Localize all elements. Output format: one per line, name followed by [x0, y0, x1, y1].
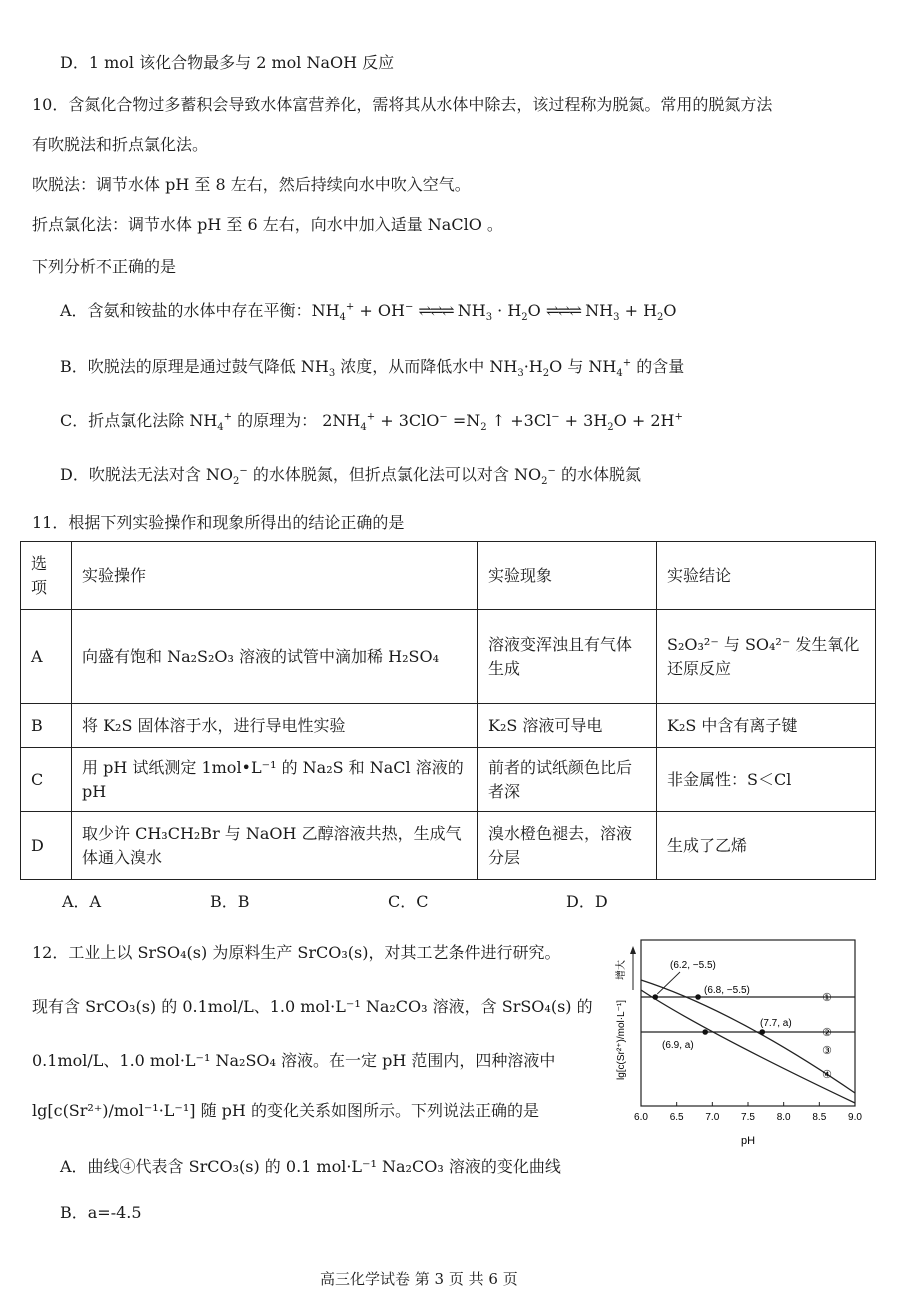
x-tick-label: 6.5 — [669, 1112, 684, 1123]
q10-option-c-text1: C．折点氯化法除 NH — [60, 411, 218, 430]
header-phenomenon: 实验现象 — [478, 542, 657, 610]
table-header-row — [21, 542, 876, 610]
q10-method-blowoff: 吹脱法：调节水体 pH 至 8 左右，然后持续向水中吹入空气。 — [32, 175, 471, 194]
page-footer: 高三化学试卷 第 3 页 共 6 页 — [320, 1270, 518, 1288]
row-option: D — [21, 812, 72, 880]
x-tick-group — [634, 1102, 862, 1123]
point-annotation: (7.7, a) — [760, 1018, 792, 1029]
q10-option-c-equation: $2NH_4^+ + 3ClO^- =N_2$ ↑ $+3Cl^- + 3H_2O + 2H^+$ — [322, 411, 683, 434]
data-point — [695, 994, 701, 1000]
data-point — [759, 1029, 765, 1035]
point-annotation: (6.9, a) — [662, 1040, 694, 1051]
q10-option-d: D．吹脱法无法对含 $NO_2^-$ 的水体脱氮，但折点氯化法可以对含 $NO_2^-$ 的水体脱氮 — [60, 465, 641, 488]
q10-option-c-text2: 的原理为： — [232, 411, 318, 430]
x-axis-label: pH — [740, 1135, 756, 1147]
x-tick-label: 7.0 — [705, 1112, 720, 1123]
row-phenomenon: 前者的试纸颜色比后者深 — [478, 748, 657, 812]
table-row — [21, 748, 876, 812]
q12-option-b: B．a=-4.5 — [60, 1203, 142, 1222]
q11-choice-d: D．D — [566, 892, 608, 911]
table-row — [21, 610, 876, 704]
q10-option-d-text2: 的水体脱氮，但折点氯化法可以对含 NO — [247, 465, 542, 484]
data-point — [652, 994, 658, 1000]
curve-label: ③ — [822, 1045, 832, 1057]
y-axis-arrow-label: 增大 — [616, 960, 627, 980]
row-conclusion: S₂O₃²⁻ 与 SO₄²⁻ 发生氧化还原反应 — [657, 610, 876, 704]
table-row — [21, 704, 876, 748]
row-operation: 用 pH 试纸测定 1mol•L⁻¹ 的 Na₂S 和 NaCl 溶液的 pH — [72, 748, 478, 812]
q9-option-d: D．1 mol 该化合物最多与 2 mol NaOH 反应 — [60, 53, 395, 72]
row-conclusion: 生成了乙烯 — [657, 812, 876, 880]
q12-line4-text: 随 pH 的变化关系如图所示。下列说法正确的是 — [195, 1101, 539, 1120]
q10-option-b-text1: B．吹脱法的原理是通过鼓气降低 NH — [60, 357, 329, 376]
row-option: C — [21, 748, 72, 812]
x-tick-label: 8.5 — [812, 1112, 827, 1123]
q10-option-b: B．吹脱法的原理是通过鼓气降低 $NH_3$ 浓度，从而降低水中 $NH_3\cdot H_2O$ 与 $NH_4^+$ 的含量 — [60, 357, 685, 380]
curve-label: ① — [822, 992, 832, 1004]
q10-option-a — [60, 300, 677, 322]
q12-expression: lg[c(Sr²⁺)/mol⁻¹·L⁻¹] — [32, 1101, 196, 1120]
y-axis-arrowhead — [630, 946, 636, 954]
x-tick-label: 6.0 — [634, 1112, 648, 1123]
q10-option-b-text4: 的含量 — [631, 357, 685, 376]
q10-method-chlorination: 折点氯化法：调节水体 pH 至 6 左右，向水中加入适量 NaClO 。 — [32, 215, 503, 234]
q12-line2: 现有含 SrCO₃(s) 的 0.1mol/L、1.0 mol·L⁻¹ Na₂CO₃ 溶液，含 SrSO₄(s) 的 — [32, 997, 593, 1016]
q10-option-b-text3: 与 NH — [562, 357, 617, 376]
q10-option-c: C．折点氯化法除 $NH_4^+$ 的原理为： $2NH_4^+ + 3ClO^- =N_2$ ↑ $+3Cl^- + 3H_2O + 2H^+$ — [60, 411, 683, 434]
q10-stem-line1: 10．含氮化合物过多蓄积会导致水体富营养化，需将其从水体中除去，该过程称为脱氮。常用的脱氮方法 — [32, 95, 773, 114]
x-tick-label: 8.0 — [776, 1112, 791, 1123]
row-operation: 向盛有饱和 Na₂S₂O₃ 溶液的试管中滴加稀 H₂SO₄ — [72, 610, 478, 704]
row-option: B — [21, 704, 72, 748]
x-tick-label: 9.0 — [848, 1112, 862, 1123]
curve-label: ④ — [822, 1069, 832, 1081]
point-annotation: (6.2, −5.5) — [670, 960, 716, 971]
row-conclusion: 非金属性：S＜Cl — [657, 748, 876, 812]
header-conclusion: 实验结论 — [657, 542, 876, 610]
row-conclusion: K₂S 中含有离子键 — [657, 704, 876, 748]
q10-option-d-text1: D．吹脱法无法对含 NO — [60, 465, 234, 484]
curve-label: ② — [822, 1027, 832, 1039]
q11-choice-b: B．B — [210, 892, 250, 911]
point-annotation: (6.8, −5.5) — [704, 985, 750, 996]
row-phenomenon: K₂S 溶液可导电 — [478, 704, 657, 748]
header-operation: 实验操作 — [72, 542, 478, 610]
annotation-group — [652, 960, 832, 1081]
row-operation: 将 K₂S 固体溶于水，进行导电性实验 — [72, 704, 478, 748]
q12-chart — [600, 930, 870, 1150]
q11-choice-a: A．A — [62, 892, 102, 911]
q10-option-a-equation: $NH_4^+ + OH^-$ ⇌⇌⇌ $NH_3 \cdot H_2O$ ⇌⇌⇌ $NH_3 + H_2O$ — [311, 301, 677, 324]
q10-question: 下列分析不正确的是 — [32, 257, 177, 276]
table-row — [21, 812, 876, 880]
y-axis-label: lg[c(Sr²⁺)/mol·L⁻¹] — [616, 1000, 627, 1080]
q11-stem: 11．根据下列实验操作和现象所得出的结论正确的是 — [32, 513, 405, 532]
header-option: 选项 — [21, 542, 72, 610]
q12-line1: 12．工业上以 SrSO₄(s) 为原料生产 SrCO₃(s)，对其工艺条件进行研究。 — [32, 943, 561, 962]
row-phenomenon: 溴水橙色褪去，溶液分层 — [478, 812, 657, 880]
q11-table — [20, 541, 876, 880]
q10-option-d-text3: 的水体脱氮 — [555, 465, 641, 484]
q10-stem-line2: 有吹脱法和折点氯化法。 — [32, 135, 209, 154]
row-operation: 取少许 CH₃CH₂Br 与 NaOH 乙醇溶液共热，生成气体通入溴水 — [72, 812, 478, 880]
q12-line3: 0.1mol/L、1.0 mol·L⁻¹ Na₂SO₄ 溶液。在一定 pH 范围内，四种溶液中 — [32, 1051, 556, 1070]
q12-option-a: A．曲线④代表含 SrCO₃(s) 的 0.1 mol·L⁻¹ Na₂CO₃ 溶液的变化曲线 — [60, 1157, 561, 1176]
q10-option-a-text: A．含氨和铵盐的水体中存在平衡： — [60, 301, 312, 320]
row-phenomenon: 溶液变浑浊且有气体生成 — [478, 610, 657, 704]
x-tick-label: 7.5 — [741, 1112, 755, 1123]
annotation-leader — [657, 972, 680, 994]
q10-option-b-text2: 浓度，从而降低水中 NH — [335, 357, 518, 376]
q11-choice-c: C．C — [388, 892, 429, 911]
q12-line4 — [32, 1100, 539, 1122]
data-point — [702, 1029, 708, 1035]
row-option: A — [21, 610, 72, 704]
